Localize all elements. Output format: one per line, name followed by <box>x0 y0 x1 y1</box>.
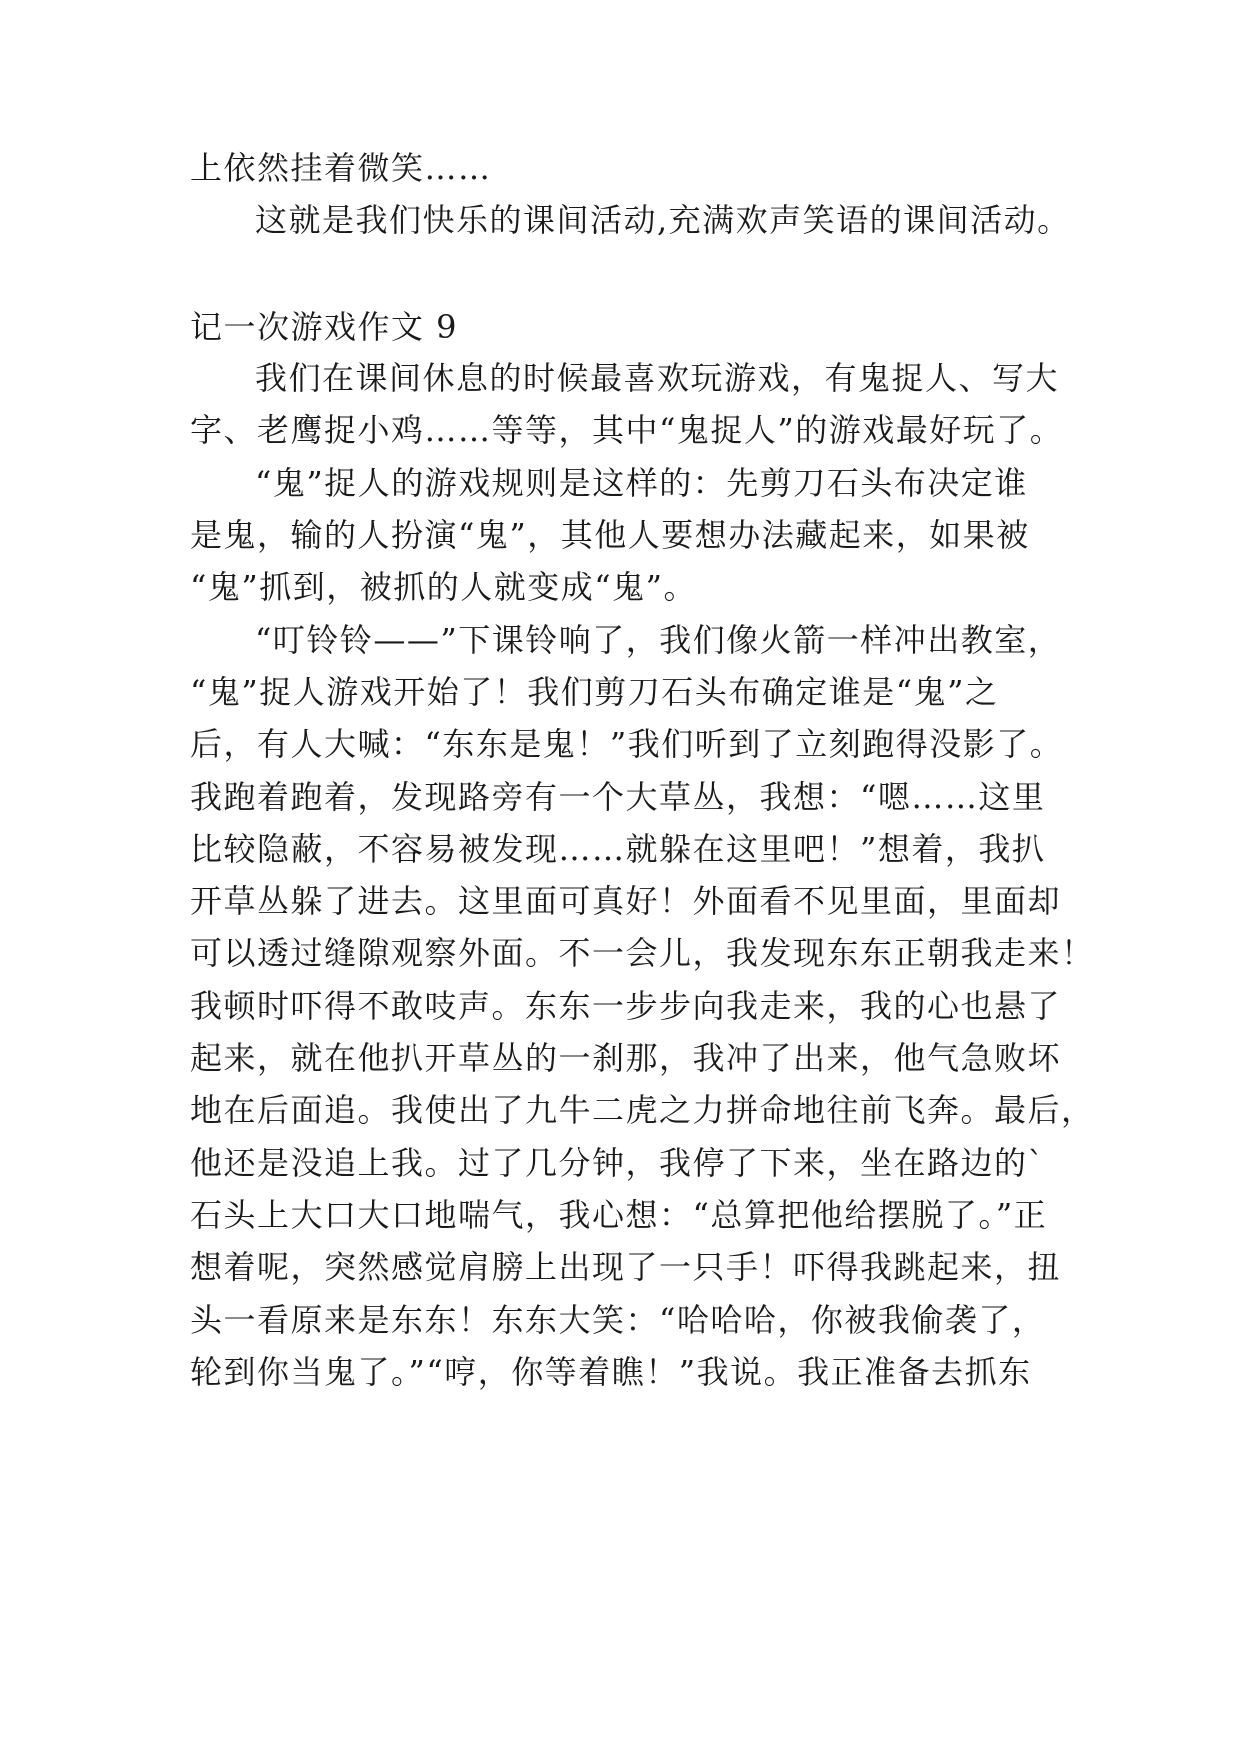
text-line: 字、老鹰捉小鸡……等等，其中“鬼捉人”的游戏最好玩了。 <box>190 411 1064 449</box>
text-line: 比较隐蔽，不容易被发现……就躲在这里吧！”想着，我扒 <box>190 830 1046 868</box>
text-line: “鬼”抓到，被抓的人就变成“鬼”。 <box>190 568 697 606</box>
text-line: “鬼”捉人游戏开始了！我们剪刀石头布确定谁是“鬼”之 <box>190 673 999 711</box>
essay-title: 记一次游戏作文 9 <box>190 308 459 346</box>
text-line: 起来，就在他扒开草丛的一刹那，我冲了出来，他气急败坏 <box>190 1039 1062 1077</box>
text-line: 上依然挂着微笑…… <box>190 149 492 187</box>
text-line: 他还是没追上我。过了几分钟，我停了下来，坐在路边的` <box>190 1144 1046 1182</box>
text-line: 轮到你当鬼了。”“哼，你等着瞧！”我说。我正准备去抓东 <box>190 1353 1032 1391</box>
text-line: “叮铃铃——”下课铃响了，我们像火箭一样冲出教室， <box>255 621 1062 659</box>
text-line: 我顿时吓得不敢吱声。东东一步步向我走来，我的心也悬了 <box>190 987 1062 1025</box>
text-line: 可以透过缝隙观察外面。不一会儿，我发现东东正朝我走来！ <box>190 934 1095 972</box>
text-line: 我们在课间休息的时候最喜欢玩游戏，有鬼捉人、写大 <box>255 359 1060 397</box>
text-line: 是鬼，输的人扮演“鬼”，其他人要想办法藏起来，如果被 <box>190 516 1030 554</box>
text-line: 我跑着跑着，发现路旁有一个大草丛，我想：“嗯……这里 <box>190 778 1046 816</box>
text-line: 石头上大口大口地喘气，我心想：“总算把他给摆脱了。”正 <box>190 1196 1048 1234</box>
text-line: 头一看原来是东东！东东大笑：“哈哈哈，你被我偷袭了， <box>190 1301 1046 1339</box>
text-line: 开草丛躲了进去。这里面可真好！外面看不见里面，里面却 <box>190 882 1062 920</box>
text-line: 这就是我们快乐的课间活动,充满欢声笑语的课间活动。 <box>255 201 1071 239</box>
text-line: “鬼”捉人的游戏规则是这样的：先剪刀石头布决定谁 <box>255 464 1028 502</box>
text-line: 后，有人大喊：“东东是鬼！”我们听到了立刻跑得没影了。 <box>190 725 1064 763</box>
text-line: 地在后面追。我使出了九牛二虎之力拼命地往前飞奔。最后， <box>190 1091 1095 1129</box>
text-line: 想着呢，突然感觉肩膀上出现了一只手！吓得我跳起来，扭 <box>190 1248 1062 1286</box>
